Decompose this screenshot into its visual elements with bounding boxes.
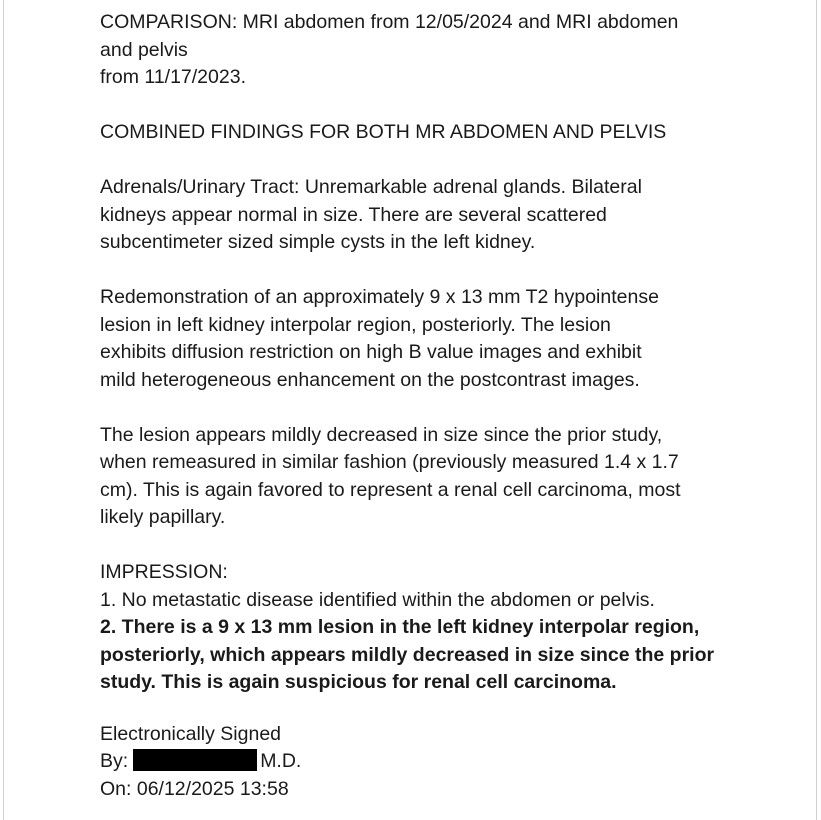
impression-section bbox=[100, 559, 730, 697]
redemonstration-line: Redemonstration of an approximately 9 x 13 mm T2 hypointense bbox=[100, 286, 659, 308]
adrenals-section bbox=[100, 174, 730, 257]
lesion-change-section bbox=[100, 422, 730, 532]
adrenals-line: Adrenals/Urinary Tract: Unremarkable adrenal glands. Bilateral bbox=[100, 176, 642, 198]
signature-date: On: 06/12/2025 13:58 bbox=[100, 777, 289, 800]
signature-by-line bbox=[100, 748, 730, 776]
paragraph-gap bbox=[100, 394, 730, 422]
redemonstration-line: lesion in left kidney interpolar region, posteriorly. The lesion bbox=[100, 313, 611, 336]
combined-findings-heading: COMBINED FINDINGS FOR BOTH MR ABDOMEN AND PELVIS bbox=[100, 121, 667, 143]
impression-item-2-line: posteriorly, which appears mildly decreased in size since the prior bbox=[100, 643, 715, 666]
redemonstration-line: exhibits diffusion restriction on high B value images and exhibit bbox=[100, 341, 642, 363]
paragraph-gap bbox=[100, 257, 730, 285]
adrenals-line: kidneys appear normal in size. There are several scattered bbox=[100, 203, 607, 226]
adrenals-line: subcentimeter sized simple cysts in the left kidney. bbox=[100, 231, 536, 253]
document-page bbox=[3, 0, 817, 820]
redemonstration-line: mild heterogeneous enhancement on the postcontrast images. bbox=[100, 368, 640, 391]
lesion-change-line: The lesion appears mildly decreased in size since the prior study, bbox=[100, 423, 663, 446]
comparison-line: from 11/17/2023. bbox=[100, 66, 246, 88]
comparison-line: and pelvis bbox=[100, 38, 188, 61]
lesion-change-line: when remeasured in similar fashion (previously measured 1.4 x 1.7 bbox=[100, 451, 679, 473]
paragraph-gap bbox=[100, 532, 730, 560]
impression-heading: IMPRESSION: bbox=[100, 561, 228, 583]
redemonstration-section bbox=[100, 284, 730, 394]
signature-by-label: By: bbox=[100, 750, 129, 772]
lesion-change-line: cm). This is again favored to represent a renal cell carcinoma, most bbox=[100, 478, 681, 501]
paragraph-gap bbox=[100, 92, 730, 120]
comparison-line: COMPARISON: MRI abdomen from 12/05/2024 and MRI abdomen bbox=[100, 11, 679, 33]
impression-item-2-line: 2. There is a 9 x 13 mm lesion in the left kidney interpolar region, bbox=[100, 616, 700, 638]
signature-credential: M.D. bbox=[260, 750, 302, 772]
impression-item-1: 1. No metastatic disease identified within the abdomen or pelvis. bbox=[100, 588, 655, 611]
signature-block bbox=[100, 721, 730, 804]
paragraph-gap bbox=[100, 697, 730, 721]
signature-title: Electronically Signed bbox=[100, 722, 282, 745]
lesion-change-line: likely papillary. bbox=[100, 506, 226, 528]
impression-item-2-line: study. This is again suspicious for renal cell carcinoma. bbox=[100, 671, 617, 693]
paragraph-gap bbox=[100, 147, 730, 175]
report-body bbox=[100, 9, 730, 803]
comparison-section bbox=[100, 9, 730, 92]
redacted-name bbox=[133, 749, 257, 771]
